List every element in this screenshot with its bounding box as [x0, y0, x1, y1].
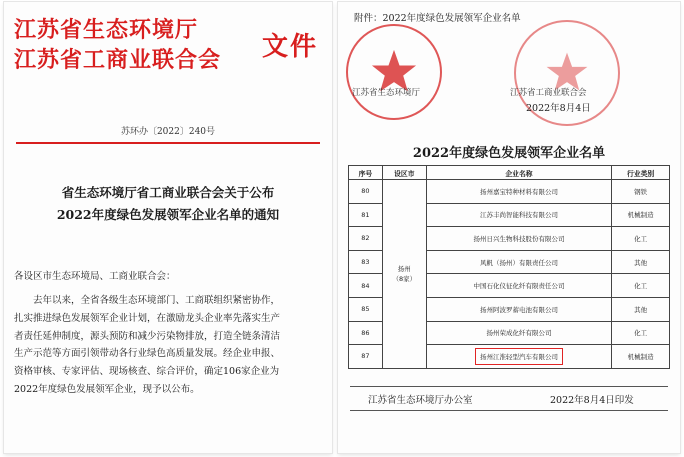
notice-title-line-2: 2022年度绿色发展领军企业名单的通知 [56, 207, 280, 222]
enterprise-name: 风帆（扬州）有限责任公司 [426, 250, 611, 274]
body-line: 去年以来，全省各级生态环境部门、工商联组织紧密协作， [33, 295, 281, 306]
footer-divider-bottom [350, 410, 668, 411]
row-number: 81 [349, 203, 383, 227]
signing-date: 2022年8月4日 [526, 103, 591, 114]
industry: 钢铁 [612, 180, 670, 204]
industry: 其他 [612, 297, 670, 321]
enterprise-name: 中国石化仪征化纤有限责任公司 [426, 274, 611, 298]
enterprise-name: 扬州荣成化纤有限公司 [426, 321, 611, 345]
row-number: 82 [349, 227, 383, 251]
row-number: 84 [349, 274, 383, 298]
header-line-1: 江苏省生态环境厅 [14, 18, 199, 43]
enterprise-table [348, 165, 670, 369]
header-city: 设区市 [382, 166, 426, 180]
document-header-title [14, 16, 254, 76]
attachment-list-page [338, 2, 680, 453]
enterprise-name: 扬州嘉宝特种材料有限公司 [426, 180, 611, 204]
document-header-suffix: 文件 [262, 32, 319, 62]
table-row [349, 180, 670, 204]
footer-issuing-office: 江苏省生态环境厅办公室 [368, 395, 473, 406]
notice-body [14, 292, 322, 399]
body-line: 扎实推进绿色发展领军企业计划，在激励龙头企业率先落实生产 [14, 312, 281, 324]
notice-title-line-1: 省生态环境厅省工商业联合会关于公布 [61, 185, 275, 200]
document-number: 苏环办〔2022〕240号 [120, 127, 216, 137]
signing-org-right: 江苏省工商业联合会 [510, 88, 587, 98]
header-number: 序号 [349, 166, 383, 180]
table-header-row [349, 166, 670, 180]
enterprise-name: 扬州阿波罗蓄电池有限公司 [426, 297, 611, 321]
header-divider [16, 142, 320, 144]
enterprise-name: 江苏丰尚智能科技有限公司 [426, 203, 611, 227]
body-line: 者责任延伸制度，源头预防和减少污染物排放，打造全链条清洁 [14, 330, 281, 342]
header-line-2: 江苏省工商业联合会 [14, 48, 222, 73]
footer-issue-date: 2022年8月4日印发 [550, 395, 634, 406]
footer-divider-top [350, 386, 668, 387]
city-cell [382, 180, 426, 369]
city-count: （8家） [392, 274, 417, 283]
row-number: 86 [349, 321, 383, 345]
header-industry: 行业类别 [612, 166, 670, 180]
body-line: 2022年度绿色发展领军企业，现予以公布。 [14, 383, 200, 395]
body-line: 资格审核、专家评估、现场核查、综合评价，确定106家企业为 [14, 366, 280, 378]
industry: 化工 [612, 274, 670, 298]
list-title: 2022年度绿色发展领军企业名单 [412, 146, 606, 161]
highlighted-enterprise-name: 扬州江淮轻型汽车有限公司 [475, 348, 563, 365]
row-number: 83 [349, 250, 383, 274]
row-number: 87 [349, 345, 383, 369]
header-enterprise-name: 企业名称 [426, 166, 611, 180]
salutation: 各设区市生态环境局、工商业联合会： [14, 271, 176, 282]
industry: 化工 [612, 321, 670, 345]
row-number: 80 [349, 180, 383, 204]
row-number: 85 [349, 297, 383, 321]
attachment-label: 附件：2022年度绿色发展领军企业名单 [354, 13, 521, 24]
notice-document-page [4, 2, 332, 453]
official-seal-left [346, 24, 442, 120]
signing-org-left: 江苏省生态环境厅 [352, 88, 421, 98]
industry: 机械制造 [612, 203, 670, 227]
notice-title [4, 182, 332, 226]
body-line: 生产示范等方面引领带动各行业绿色高质量发展。经企业申报、 [14, 348, 281, 360]
industry: 其他 [612, 250, 670, 274]
star-icon [348, 26, 440, 118]
industry: 化工 [612, 227, 670, 251]
industry: 机械制造 [612, 345, 670, 369]
enterprise-name-cell [426, 345, 611, 369]
city-label: 扬州 [397, 264, 411, 273]
enterprise-name: 扬州日兴生物科技股份有限公司 [426, 227, 611, 251]
